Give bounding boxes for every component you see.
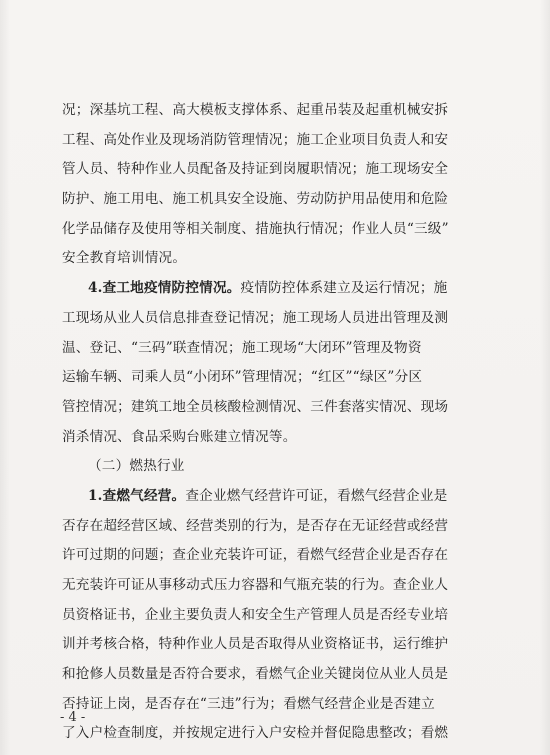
line-text: 安全教育培训情况。 — [62, 250, 187, 267]
text-line — [62, 690, 472, 720]
line-text: 许可过期的问题；查企业充装许可证，看燃气经营企业是否存在 — [62, 547, 449, 564]
text-line — [62, 393, 472, 423]
line-text: 员资格证书，企业主要负责人和安全生产管理人员是否经专业培 — [62, 606, 449, 623]
line-text: 况；深基坑工程、高大模板支撑体系、起重吊装及起重机械安拆 — [62, 102, 449, 118]
document-body — [62, 96, 472, 749]
line-text: 消杀情况、食品采购台账建立情况等。 — [62, 428, 297, 445]
line-text: （二）燃热行业 — [88, 458, 185, 475]
line-text: 否存在超经营区域、经营类别的行为，是否存在无证经营或经营 — [62, 517, 449, 534]
text-line — [62, 334, 472, 364]
text-line — [62, 482, 472, 512]
line-text: 化学品储存及使用等相关制度、措施执行情况；作业人员“三级” — [62, 220, 449, 237]
line-text: 查企业燃气经营许可证，看燃气经营企业是 — [185, 487, 448, 504]
line-text: 工程、高处作业及现场消防管理情况；施工企业项目负责人和安 — [62, 131, 449, 148]
page-edge-left — [0, 0, 10, 755]
line-text: 管人员、特种作业人员配备及持证到岗履职情况；施工现场安全 — [62, 161, 449, 178]
text-line — [62, 363, 472, 393]
line-text: 否持证上岗，是否存在“三违”行为；看燃气经营企业是否建立 — [62, 695, 435, 712]
line-text: 温、登记、“三码”联查情况；施工现场“大闭环”管理及物资 — [62, 339, 422, 356]
text-line — [62, 512, 472, 542]
line-text: 无充装许可证从事移动式压力容器和气瓶充装的行为。查企业人 — [62, 577, 449, 593]
text-line — [62, 630, 472, 660]
text-line — [62, 244, 472, 274]
text-line — [62, 185, 472, 215]
text-line — [62, 452, 472, 482]
line-text: 工现场从业人员信息排查登记情况；施工现场人员进出管理及测 — [62, 309, 449, 326]
text-line — [62, 601, 472, 631]
text-line — [62, 155, 472, 185]
text-line — [62, 215, 472, 245]
text-line — [62, 423, 472, 453]
line-text: 和抢修人员数量是否符合要求，看燃气企业关键岗位从业人员是 — [62, 666, 449, 683]
line-text: 运输车辆、司乘人员“小闭环”管理情况；“红区”“绿区”分区 — [62, 369, 423, 386]
text-line — [62, 571, 472, 601]
line-text: 管控情况；建筑工地全员核酸检测情况、三件套落实情况、现场 — [62, 398, 449, 415]
bold-heading: 1.查燃气经营。 — [88, 487, 186, 504]
text-line — [62, 660, 472, 690]
page-number: - 4 - — [60, 710, 86, 725]
line-text: 了入户检查制度，并按规定进行入户安检并督促隐患整改；看燃 — [62, 725, 449, 742]
text-line — [62, 541, 472, 571]
text-line — [62, 719, 472, 749]
text-line — [62, 274, 472, 304]
line-text: 疫情防控体系建立及运行情况；施 — [240, 280, 448, 297]
page-edge-right — [540, 0, 550, 755]
text-line — [62, 304, 472, 334]
line-text: 训并考核合格，特种作业人员是否取得从业资格证书，运行维护 — [62, 636, 449, 653]
text-line — [62, 126, 472, 156]
line-text: 防护、施工用电、施工机具安全设施、劳动防护用品使用和危险 — [62, 191, 449, 208]
bold-heading: 4.查工地疫情防控情况。 — [88, 280, 241, 297]
text-line — [62, 96, 472, 126]
